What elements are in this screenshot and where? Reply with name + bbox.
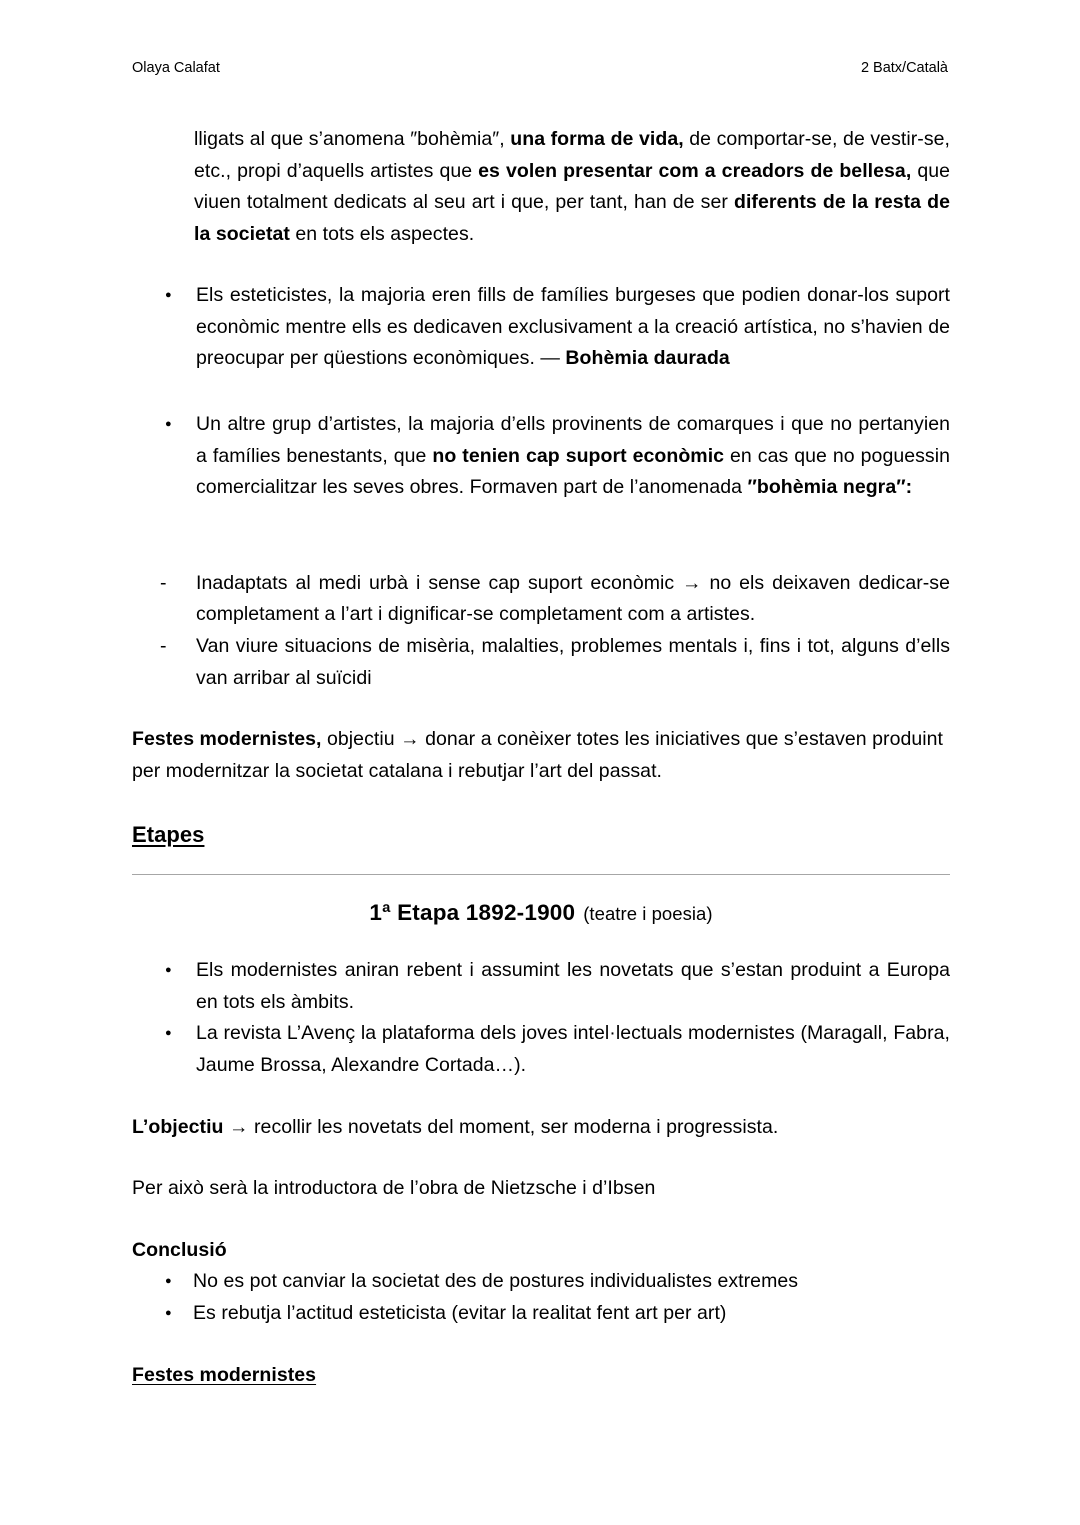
bullet-2-bold-b: ″bohèmia negra″:	[747, 476, 913, 499]
nietzsche-paragraph: Per això serà la introductora de l’obra de Nietzsche i d’Ibsen	[132, 1177, 656, 1200]
bullet-2-bold-a: no tenien cap suport econòmic	[432, 444, 725, 467]
document-body	[132, 124, 950, 1391]
festes-modernistes-paragraph	[132, 724, 950, 787]
festes-modernistes-heading: Festes modernistes	[132, 1363, 317, 1386]
dash-list	[132, 568, 950, 694]
list-item: ● La revista L’Avenç la plataforma dels joves intel·lectuals modernistes (Maragall, Fabra, Jaume Brossa, Alexandre Cortada…).	[132, 1018, 950, 1081]
intro-text-part2: de comportar-se, de vestir-se, etc., propi d’aquells artistes que	[194, 128, 950, 182]
list-item	[132, 409, 950, 504]
main-bullet-list	[132, 280, 950, 503]
intro-text-part1: lligats al que s’anomena ″bohèmia″,	[194, 128, 511, 150]
conclusio-heading: Conclusió	[132, 1238, 227, 1261]
bullet-1-bold-tail: Bohèmia daurada	[565, 347, 730, 370]
list-item: ● Els modernistes aniran rebent i assumint les novetats que s’estan produint a Europa en tots els àmbits.	[132, 955, 950, 1018]
bullet-1-text: Els esteticistes, la majoria eren fills de famílies burgeses que podien donar-los suport econòmic mentre ells es dedicaven exclusivament a la creació artística, no s’havien de preocupar per qüestions econòmiques. —	[196, 284, 950, 370]
header-author: Olaya Calafat	[132, 60, 220, 76]
stage-title-main: 1ª Etapa 1892-1900	[369, 899, 576, 925]
stage-title-subtitle: (teatre i poesia)	[583, 902, 713, 924]
objectiu-paragraph	[132, 1112, 950, 1144]
list-item: ● No es pot canviar la societat des de postures individualistes extremes	[132, 1266, 950, 1298]
intro-bold-3: diferents de la resta de la societat	[194, 191, 950, 245]
header-course: 2 Batx/Català	[860, 60, 948, 76]
bullet-2-text-a: Un altre grup d’artistes, la majoria d’ells provinents de comarques i que no pertanyien a famílies benestants, que	[196, 413, 950, 467]
etapes-heading: Etapes	[132, 822, 205, 848]
festes-paragraph-text: objectiu → donar a conèixer totes les iniciatives que s’estaven produint per modernitzar la societat catalana i rebutjar l’art del passat.	[132, 728, 944, 782]
intro-text-part4: en tots els aspectes.	[289, 222, 475, 245]
list-item	[132, 280, 950, 375]
list-item: - Inadaptats al medi urbà i sense cap suport econòmic → no els deixaven dedicar-se completament a l’art i dignificar-se completament com a artistes.	[132, 568, 950, 631]
stage-title	[132, 895, 950, 931]
intro-bold-1: una forma de vida,	[510, 128, 684, 150]
intro-text-part3: que viuen totalment dedicats al seu art i que, per tant, han de ser	[194, 159, 950, 214]
stage-bullet-list	[132, 955, 950, 1081]
intro-bold-2: es volen presentar com a creadors de bellesa,	[478, 159, 912, 182]
list-item: - Van viure situacions de misèria, malalties, problemes mentals i, fins i tot, alguns d’ells van arribar al suïcidi	[132, 631, 950, 694]
conclusio-bullet-list	[132, 1266, 950, 1329]
page-header	[132, 60, 948, 77]
bullet-2-text-b: en cas que no poguessin comercialitzar les seves obres. Formaven part de l’anomenada	[196, 444, 951, 499]
objectiu-text: → recollir les novetats del moment, ser moderna i progressista.	[223, 1115, 779, 1138]
festes-paragraph-bold: Festes modernistes,	[132, 728, 322, 751]
objectiu-bold: L’objectiu	[132, 1115, 224, 1138]
intro-paragraph	[194, 124, 950, 250]
list-item: ● Es rebutja l’actitud esteticista (evitar la realitat fent art per art)	[132, 1298, 950, 1330]
section-divider	[132, 874, 950, 875]
